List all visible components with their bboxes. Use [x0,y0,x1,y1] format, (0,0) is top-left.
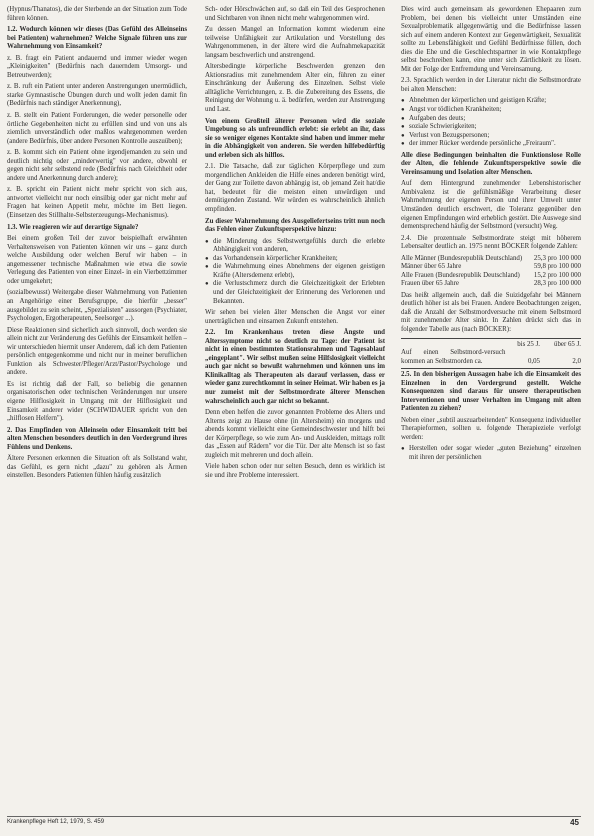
table-header-row [401,341,581,350]
table-cell-label: Frauen über 65 Jahre [401,280,459,288]
paragraph-bold: 2.5. In den bisherigen Aussagen habe ich die Einsamkeit des Einzelnen in den Vordergrund gestellt. Welche Konsequenzen sind daraus für unsere therapeutischen Interventionen und unser Verhalten im Umgang mit alten Patienten zu ziehen? [401,371,581,413]
paragraph: Zu dessen Mangel an Information kommt wiederum eine teilweise Unfähigkeit zur Artikulation und Vorstellung des Wahrgenommenen, in der ältere wird die Aufnahmekapazität langsam beschwerlich und anstrengend. [205,26,385,59]
column-middle [205,6,385,806]
paragraph: 2.1. Die Tatsache, daß zur täglichen Körperpflege und zum morgendlichen Ankleiden die Hilfe eines anderen benötigt wird, der Gang zur Toilette davon abhängig ist, ob jemand Zeit hat/die hat, bedeutet für die meisten einen unwürdigen und demütigenden Zustand. Wir würden es wahrscheinlich ähnlich empfinden. [205,163,385,214]
paragraph: Diese Reaktionen sind sicherlich auch sinnvoll, doch werden sie allein nicht zur Veränderung des Gefühls der Einsamkeit helfen – wir unterschieden hiermit unser Anderem, daß ich dem Patienten persönlich entgegenkomme und nicht nur in meiner beruflichen Funktion als Schwester/Pfleger/Arzt/Pastor/Psychologe und andere. [7,326,187,377]
ratio-table [401,341,581,367]
page-number: 45 [570,818,579,827]
list-item: ● das Vorhandensein körperlicher Krankheiten; [213,255,385,264]
paragraph: z. B. ruft ein Patient unter anderen Anstrengungen unermüdlich, starke Gymnastische Übungen durch und wollt jeden damit fin (Bedürfnis nach ständiger Anerkennung), [7,83,187,108]
list-item: ● Angst vor tödlichen Krankheiten; [409,106,581,115]
list-item: ● die Wahrnehmung eines Abnehmens der eigenen geistigen Kräfte (Altersdemenz erlebt), [213,263,385,280]
paragraph: Sch- oder Hörschwächen auf, so daß ein Teil des Gesprochenen und Sichtbaren von ihnen nicht mehr wahrgenommen wird. [205,6,385,22]
list-item: ● der immer Rücker werdende persönliche „Freiraum". [409,140,581,149]
table-row [401,349,581,366]
list-item: ● Verlust von Bezugspersonen; [409,132,581,141]
paragraph: Wir sehen bei vielen älter Menschen die Angst vor einer unerträglichen und einsamen Zukunft entstehen. [205,309,385,325]
paragraph: Altersbedingte körperliche Beschwerden grenzen den Aktionsradius mit zunehmendem Alter ein, führen zu einer Einschränkung der Äußerung des Einzelnen. Selbst viele alltägliche Verrichtungen, z. B. die Zubereitung des Essens, die Reinigung der Wohnung u. ä. bedürfen, werden zur Anstrengung und Last. [205,63,385,114]
list-item: ● die Minderung des Selbstwertgefühls durch die erlebte Abhängigkeit von anderen, [213,238,385,255]
table-bottom-rule [401,368,581,369]
table-cell-value: 25,3 pro 100 000 [533,254,581,262]
statistics-table [401,255,581,289]
paragraph: 2.4. Die prozentuale Selbstmordrate steigt mit höherem Lebensalter deutlich an. 1975 nennt BÖCKER folgende Zahlen: [401,234,581,251]
table-row [401,280,581,289]
paragraph: z. B. fragt ein Patient andauernd und immer wieder wegen „Kleinigkeiten" (Bedürfnis nach dauerndem Umsorgt- und Betreutwerden); [7,54,187,79]
list-item: ● Abnehmen der körperlichen und geistigen Kräfte; [409,97,581,106]
paragraph: (Hypnus/Thanatos), die der Sterbende an der Situation zum Tode führen können. [7,6,187,22]
table-header-cell: über 65 J. [554,340,581,348]
table-cell-empty [401,341,505,350]
paragraph-bold: Zu dieser Wahrnehmung des Ausgeliefertseins tritt nun noch das Fehlen einer Zukunftsperspektive hinzu: [205,217,385,234]
table-cell-label: Alle Frauen (Bundesrepublik Deutschland) [401,271,520,279]
paragraph: z. B. spricht ein Patient nicht mehr spricht von sich aus, antwortet vielleicht nur noch einsilbig oder gar nicht mehr auf Fragen hat keinen Appetit mehr, möchte im Bett liegen. (Einsetzen des Stillhalte-Selbsterzeugungs-Mechanismus). [7,186,187,220]
footer-source: Krankenpflege Heft 12, 1979, S. 459 [7,819,105,825]
table-top-rule [401,338,581,339]
column-right [401,6,581,806]
paragraph: 2.3. Sprachlich werden in der Literatur nicht die Selbstmordrate bei alten Menschen: [401,77,581,93]
list-item: ● soziale Schwierigkeiten; [409,123,581,132]
paragraph: Ältere Personen erkennen die Situation oft als Sollstand wahr, das Gefühl, es gern nicht „dazu" zu gehören als Ärmen einstellen. Besonders Patienten fühlen häufig zusätzlich [7,455,187,480]
table-cell-label: Auf einen Selbstmord-versuch kommen an Selbstmorden ca. [401,349,506,365]
bullet-list [205,238,385,306]
table-row [401,255,581,264]
bullet-list [401,445,581,462]
paragraph-bold: Alle diese Bedingungen beinhalten die Funktionslose Rolle der Alten, die fehlende Zukunftsperspektive sowie die Vereinsamung und Isolation alter Menschen. [401,151,581,176]
table-cell-value: 59,8 pro 100 000 [533,263,581,271]
table-cell-value: 28,3 pro 100 000 [533,280,581,288]
paragraph-bold: 2.2. Im Krankenhaus treten diese Ängste und Alterssymptome nicht so deutlich zu Tage: der Patient ist nicht in einen bestimmten Stationsrahmen und Tagesablauf „eingeplant". Wir selbst mußen seine Hilfslosigkeit vielleicht auch gar nicht so bewußt wahrnehmen und können uns im Klinikalltag als Therapeuten als darauf verlassen, dass er wieder ganz zurechtkommt in seiner Heimat. Wir haben es ja nur zumeist mit der Selbstmordrate älterer Menschen wahrscheinlich auch gar nicht so bekannt. [205,329,385,405]
section-question: 1.3. Wie reagieren wir auf derartige Signale? [7,223,139,231]
bullet-list [401,97,581,148]
section-question: 1.2. Wodurch können wir dieses (Das Gefühl des Alleinseins bei Patienten) wahrnehmen? Welche Signale führen uns zur Wahrnehmung von Einsamkeit? [7,26,187,51]
list-item: ● Herstellen oder sogar wieder „guten Beziehung" einzelnen mit ihren der persönlichen [409,445,581,462]
paragraph: Viele haben schon oder nur selten Besuch, denn es wirklich ist sie und ihre Probleme interessiert. [205,463,385,479]
table-cell-value: 15,2 pro 100 000 [533,271,581,279]
paragraph: (sozialbewusst) Weitergabe dieser Wahrnehmung von Patienten an Angehörige einer Berufsgruppe, die hierfür „besser" ausgebildet zu sein scheint, „Spezialisten" aussorgen (Psychiater, Psychologen, Ergotherapeuten, Seelsorger ...). [7,289,187,323]
table-header-cell: bis 25 J. [517,340,540,348]
table-row [401,272,581,281]
table-row [401,263,581,272]
page-footer [7,816,581,827]
paragraph: Es ist richtig daß der Fall, so beliebig die genannen organisatorischen oder technischen Veränderungen nur unsere eigene Hilflosigkeit in Umgang mit der Hilflosigkeit und Einsamkeit anderer wider (SCHWIDAUER spricht von den „hilflosen Helfern"). [7,380,187,423]
paragraph: Neben einer „subtil auszuarbeitenden" Konsequenz individueller Therapieformen, sollten u. folgende Therapieziele verfolgt werden: [401,416,581,441]
table-cell-value: 0,05 [527,357,540,365]
table-cell-value: 2,0 [572,357,581,365]
paragraph: Das heißt allgemein auch, daß die Suizidgefahr bei Männern deutlich höher ist als bei Frauen. Andere Beobachtungen zeigen, daß die Anzahl der Selbstmordversuche mit einem Selbstmord mit zunehmender Alter sinkt. In Zahlen drückt sich das in folgender Tabelle aus (nach BÖCKER): [401,291,581,333]
table-cell-label: Alle Männer (Bundesrepublik Deutschland) [401,254,523,262]
section-heading: 2. Das Empfinden von Alleinsein oder Einsamkeit tritt bei alten Menschen besonders deutlich in den Vordergrund ihres Fühlens und Denkens. [7,426,187,451]
paragraph: z. B. stellt ein Patient Forderungen, die weder personelle oder örtliche Gegebenheiten nicht zu erfüllen sind und von uns als ziemlich unverständlich oder maßlos wahrgenommen werden (andere Bedürfnis, über andere Personen Kontrolle auszuüben); [7,112,187,145]
paragraph: Denn eben helfen die zuvor genannten Probleme des Alters und Alterns zeigt zu Hause ohne (in Altersheim) ein morgens und abends kommt vielleicht eine Gemeindeschwester und hilft bei der Körperpflege, so wie zum An- und Auskleiden, mittags rollt das „Essen auf Rädern" vor die Tür. Der alte Mensch ist so fast zugleich mit mehreren und doch allein. [205,409,385,459]
paragraph: z. B. kommt sich ein Patient ohne irgendjemanden zu sein und deutlich nichtig oder „minderwertig" vor andere, obwohl er gegen nicht sehr selbstend rede (Bedürfnis nach Gleichheit oder andere und Anerkennung durch andere); [7,149,187,182]
list-item: ● die Verlustschmerz durch die Gleichzeitigkeit der Erlebten und der Gleichzeitigkeit der Erinnerung des Verlorenen und Bekannten. [213,280,385,306]
paragraph: Dies wird auch gemeinsam als gewordenen Ehepaaren zum Problem, bei denen bis vielleicht unter Umständen eine Sexualproblematik allgegenwärtig und die Bedürfnisse lassen sich auf einem anderen Kontext zur Gegenwärtigkeit, Sexualität sollte zu Lebensfähigkeit und Gefühl Bedürfnisse füllen, doch dies die Ehe und die Geschlechtspartner in wie Kontaktpflege selbst beschreiben kann, eine unter sich Zärtlichkeit zu lösen. Mit der Folge der Entfremdung und Vereinsamung. [401,6,581,73]
table-cell-label: Männer über 65 Jahre [401,263,462,271]
list-item: ● Aufgaben des deuts; [409,115,581,124]
column-left [7,6,187,806]
paragraph-bold: Von einem Großteil älterer Personen wird die soziale Umgebung so als unfreundlich erlebt: sie erlebt an ihr, dass sie so weniger eigenes Kontakte sind haben und immer mehr in die Abhängigkeit von anderen. Sie werden hilfebedürftig und erleben sich als hilflos. [205,117,385,159]
paragraph: Auf dem Hintergrund zunehmender Lebenshistorischer Ambivalenz ist die gefühlsmäßige Verarbeitung dieser Wahrnehmung der eigenen Person und ihrer Umwelt unter Umständen deutlich erschwert, die Toleranz gegenüber den eigenen Empfindungen wird erheblich gestört. Die Auswege sind dementsprechend häufig der Selbstmord (versucht) Weg. [401,180,581,231]
paragraph: Bei einem großen Teil der zuvor beispielhaft erwähnten Verhaltensweisen von Patienten können wir uns – ganz durch welche Ausbildung oder welchen Beruf wir haben – in angemessener technische Maßnahmen wie etwa die sowie Verlegung des Patienten von einer Einzel- in ein Vierbettzimmer oder umgekehrt; [7,235,187,285]
